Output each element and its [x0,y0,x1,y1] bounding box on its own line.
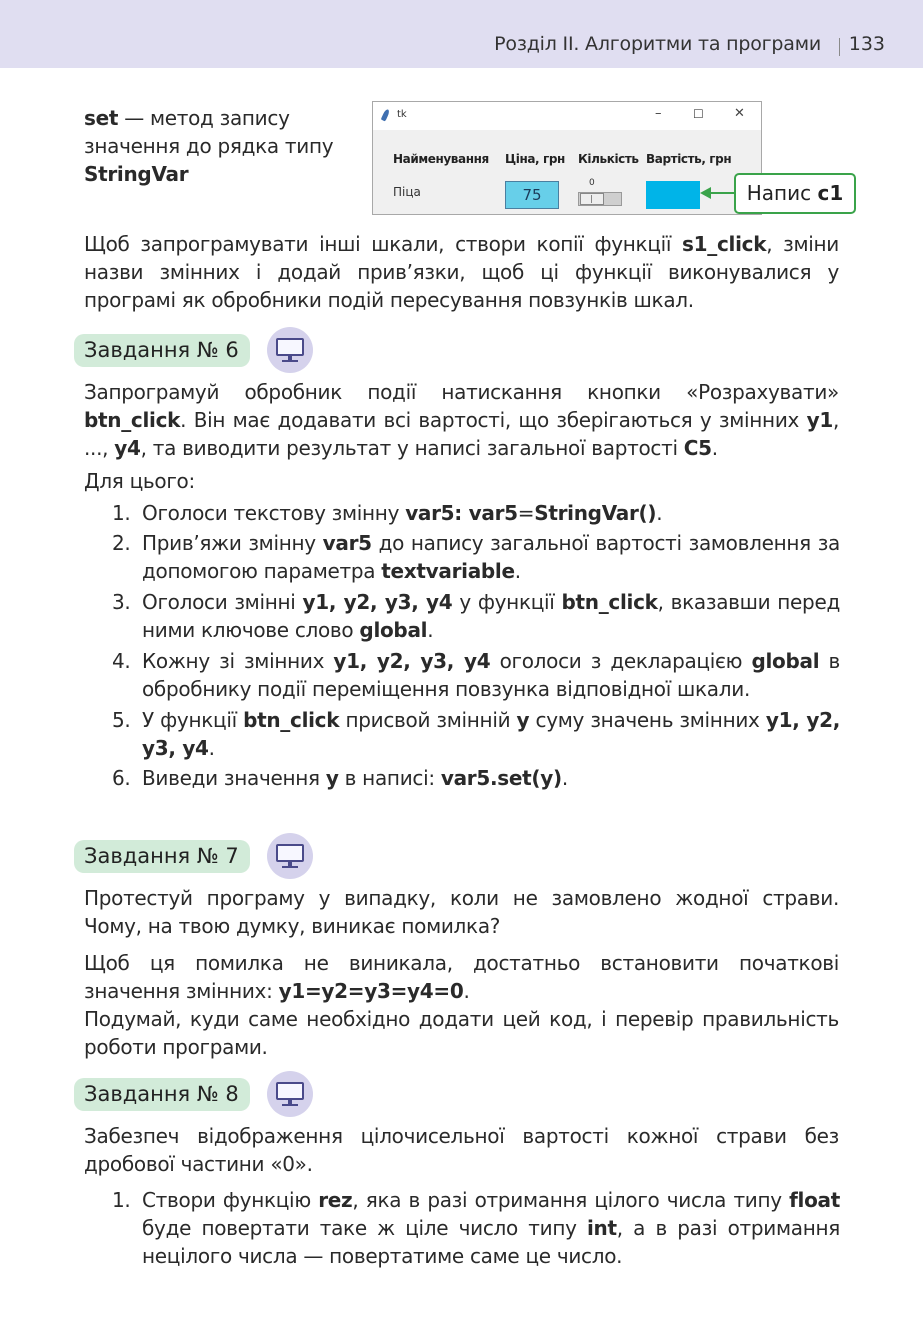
row-label-pizza: Піца [393,185,421,199]
page-number: 133 [848,33,885,55]
term-stringvar: StringVar [84,162,189,186]
quantity-scale-handle[interactable] [580,193,604,205]
col-cost: Вартість, грн [646,152,732,166]
callout-arrow-line [710,192,736,194]
callout-bold: c1 [817,181,844,205]
list-item: 4. Кожну зі змінних y1, y2, y3, y4 оголоси з декларацією global в обробнику події переміщення повзунка відповідної шкали. [112,649,840,701]
task-6-for-this: Для цього: [84,469,195,493]
col-name: Найменування [393,152,489,166]
window-title: tk [397,109,407,120]
computer-icon [267,833,313,879]
task-7-text-1: Протестуй програму у випадку, коли не замовлено жодної страви. Чому, на твою думку, виникає помилка? [84,886,839,938]
minimize-icon[interactable]: – [655,106,662,121]
tk-feather-icon [381,109,391,122]
list-item: 6. Виведи значення y в написі: var5.set(y). [112,766,568,790]
cost-label-c1 [646,181,700,209]
task-7-text-2: Щоб ця помилка не виникала, достатньо встановити початкові значення змінних: y1=y2=y3=y4=0. [84,951,839,1003]
set-method-note [84,104,354,188]
paragraph-copy-functions: Щоб запрограмувати інші шкали, створи копії функції s1_click, зміни назви змінних і додай прив’язки, щоб ці функції виконувалися у програмі як обробники подій пересування повзунків шкал. [84,232,839,312]
window-titlebar [373,102,761,130]
list-item: 1. Створи функцію rez, яка в разі отримання цілого числа типу float буде повертати таке ж ціле число типу int, а в разі отримання нецілого числа — повертатиме саме це число. [112,1188,840,1268]
term-set: set [84,106,119,130]
col-quantity: Кількість [578,152,639,166]
list-item: 5. У функції btn_click присвой змінній y суму значень змінних y1, y2, y3, y4. [112,708,840,760]
page-header [0,0,923,68]
scale-value: 0 [589,178,595,188]
callout-label [734,173,856,214]
note-text: — метод запису значення до рядка типу [84,106,334,158]
section-title: Розділ II. Алгоритми та програми [494,33,821,55]
task-6-text: Запрограмуй обробник події натискання кнопки «Розрахувати» btn_click. Він має додавати всі вартості, що зберігаються у змінних y1, ..., y4, та виводити результат у написі загальної вартості C5. [84,380,839,460]
task-7-text-3: Подумай, куди саме необхідно додати цей код, і перевір правильність роботи програми. [84,1007,839,1059]
close-icon[interactable]: ✕ [734,106,745,121]
price-entry[interactable]: 75 [505,181,559,209]
callout-arrow-icon [700,187,711,199]
list-item: 1. Оголоси текстову змінну var5: var5=StringVar(). [112,501,663,525]
list-item: 3. Оголоси змінні y1, y2, y3, y4 у функції btn_click, вказавши перед ними ключове слово global. [112,590,840,642]
callout-text: Напис [746,181,818,205]
computer-icon [267,327,313,373]
task-7-label: Завдання № 7 [74,840,250,873]
col-price: Ціна, грн [505,152,565,166]
task-6-label: Завдання № 6 [74,334,250,367]
task-8-text: Забезпеч відображення цілочисельної вартості кожної страви без дробової частини «0». [84,1124,839,1176]
computer-icon [267,1071,313,1117]
task-8-label: Завдання № 8 [74,1078,250,1111]
header-separator [839,38,840,56]
list-item: 2. Прив’яжи змінну var5 до напису загальної вартості замовлення за допомогою параметра textvariable. [112,531,840,583]
maximize-icon[interactable]: ☐ [693,107,704,121]
